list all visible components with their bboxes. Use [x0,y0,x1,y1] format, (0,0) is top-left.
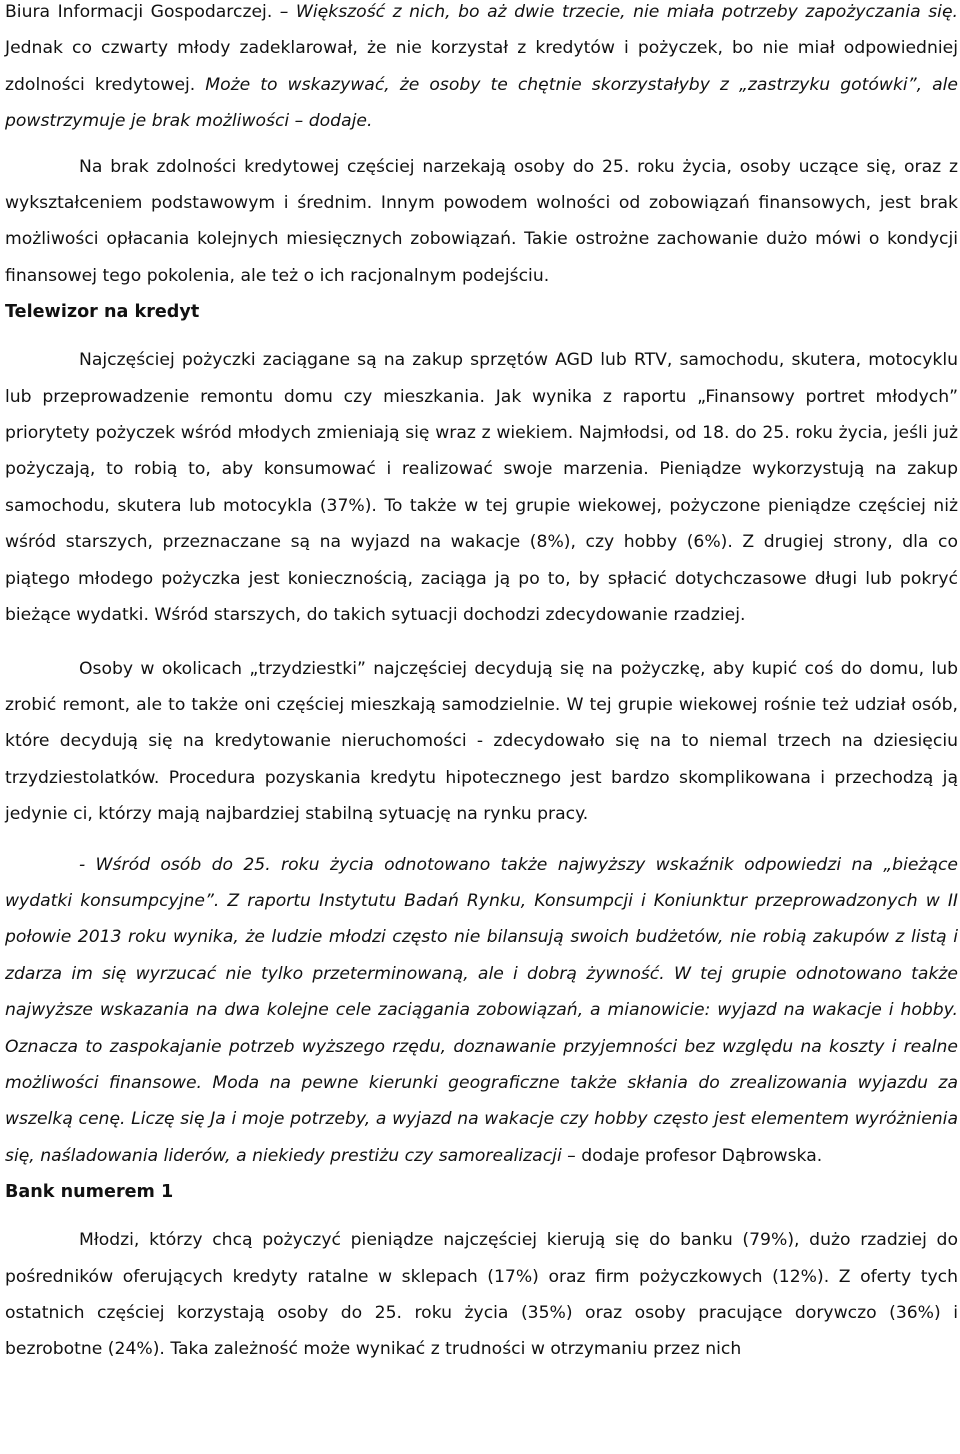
paragraph-credit-capacity [5,149,958,295]
text-segment: Biura Informacji Gospodarczej. [5,2,280,22]
paragraph-professor-quote [5,847,958,1175]
text-segment: Najczęściej pożyczki zaciągane są na zakup sprzętów AGD lub RTV, samochodu, skutera, motocyklu lub przeprowadzenie remontu domu czy mieszkania. Jak wynika z raportu „Finansowy portret młodych” priorytety pożyczek wśród młodych zmieniają się wraz z wiekiem. Najmłodsi, od 18. do 25. roku życia, jeśli już pożyczają, to robią to, aby konsumować i realizować swoje marzenia. Pieniądze wykorzystują na zakup samochodu, skutera lub motocykla (37%). To także w tej grupie wiekowej, pożyczone pieniądze częściej niż wśród starszych, przeznaczane są na wyjazd na wakacje (8%), czy hobby (6%). Z drugiej strony, dla co piątego młodego pożyczka jest koniecznością, zaciąga ją po to, by spłacić dotychczasowe długi lub pokryć bieżące wydatki. Wśród starszych, do takich sytuacji dochodzi zdecydowanie rzadziej. [5,350,958,626]
quote-segment: Może to wskazywać, że osoby te chętnie skorzystałyby z „zastrzyku gotówki”, ale powstrzymuje je brak możliwości – dodaje. [5,74,958,132]
paragraph-bik-quote [5,0,958,140]
text-segment: Na brak zdolności kredytowej częściej narzekają osoby do 25. roku życia, osoby uczące się, oraz z wykształceniem podstawowym i średnim. Innym powodem wolności od zobowiązań finansowych, jest brak możliwości opłacania kolejnych miesięcznych zobowiązań. Takie ostrożne zachowanie dużo mówi o kondycji finansowej tego pokolenia, ale też o ich racjonalnym podejściu. [5,156,958,286]
paragraph-loan-purposes [5,342,958,633]
section-heading-telewizor: Telewizor na kredyt [5,302,200,323]
text-segment: Młodzi, którzy chcą pożyczyć pieniądze najczęściej kierują się do banku (79%), dużo rzadziej do pośredników oferujących kredyty ratalne w sklepach (17%) oraz firm pożyczkowych (12%). Z oferty tych ostatnich częściej korzystają osoby do 25. roku życia (35%) oraz osoby pracujące dorywczo (36%) i bezrobotne (24%). Taka zależność może wynikać z trudności w otrzymaniu przez nich [5,1230,958,1360]
quote-segment: - Wśród osób do 25. roku życia odnotowano także najwyższy wskaźnik odpowiedzi na „bieżące wydatki konsumpcyjne”. Z raportu Instytutu Badań Rynku, Konsumpcji i Koniunktur przeprowadzonych w II połowie 2013 roku wynika, że ludzie młodzi często nie bilansują swoich budżetów, nie robią zakupów z listą i zdarza im się wyrzucać nie tylko przeterminowaną, ale i dobrą żywność. W tej grupie odnotowano także najwyższe wskazania na dwa kolejne cele zaciągania zobowiązań, a mianowicie: wyjazd na wakacje i hobby. Oznacza to zaspokajanie potrzeb wyższego rzędu, doznawanie przyjemności bez względu na koszty i realne możliwości finansowe. Moda na pewne kierunki geograficzne także skłania do zrealizowania wyjazdu za wszelką cenę. Liczę się Ja i moje potrzeby, a wyjazd na wakacje czy hobby często jest elementem wyróżnienia się, naśladowania liderów, a niekiedy prestiżu czy samorealizacji [5,854,958,1166]
paragraph-bank-preference [5,1222,958,1368]
text-segment: Osoby w okolicach „trzydziestki” najczęściej decydują się na pożyczkę, aby kupić coś do domu, lub zrobić remont, ale to także oni częściej mieszkają samodzielnie. W tej grupie wiekowej rośnie też udział osób, które decydują się na kredytowanie nieruchomości - zdecydowało się na to niemal trzech na dziesięciu trzydziestolatków. Procedura pozyskania kredytu hipotecznego jest bardzo skomplikowana i przechodzą ją jedynie ci, którzy mają najbardziej stabilną sytuację na rynku pracy. [5,658,958,825]
quote-segment: – Większość z nich, bo aż dwie trzecie, nie miała potrzeby zapożyczania się. [279,2,958,22]
section-heading-bank: Bank numerem 1 [5,1182,174,1203]
text-segment: Jednak co czwarty młody zadeklarował, że nie korzystał z kredytów i pożyczek, bo nie miał odpowiedniej zdolności kredytowej. [5,38,958,95]
text-segment: – dodaje profesor Dąbrowska. [561,1145,823,1166]
document-page [5,0,958,1368]
paragraph-thirty-somethings [5,651,958,833]
